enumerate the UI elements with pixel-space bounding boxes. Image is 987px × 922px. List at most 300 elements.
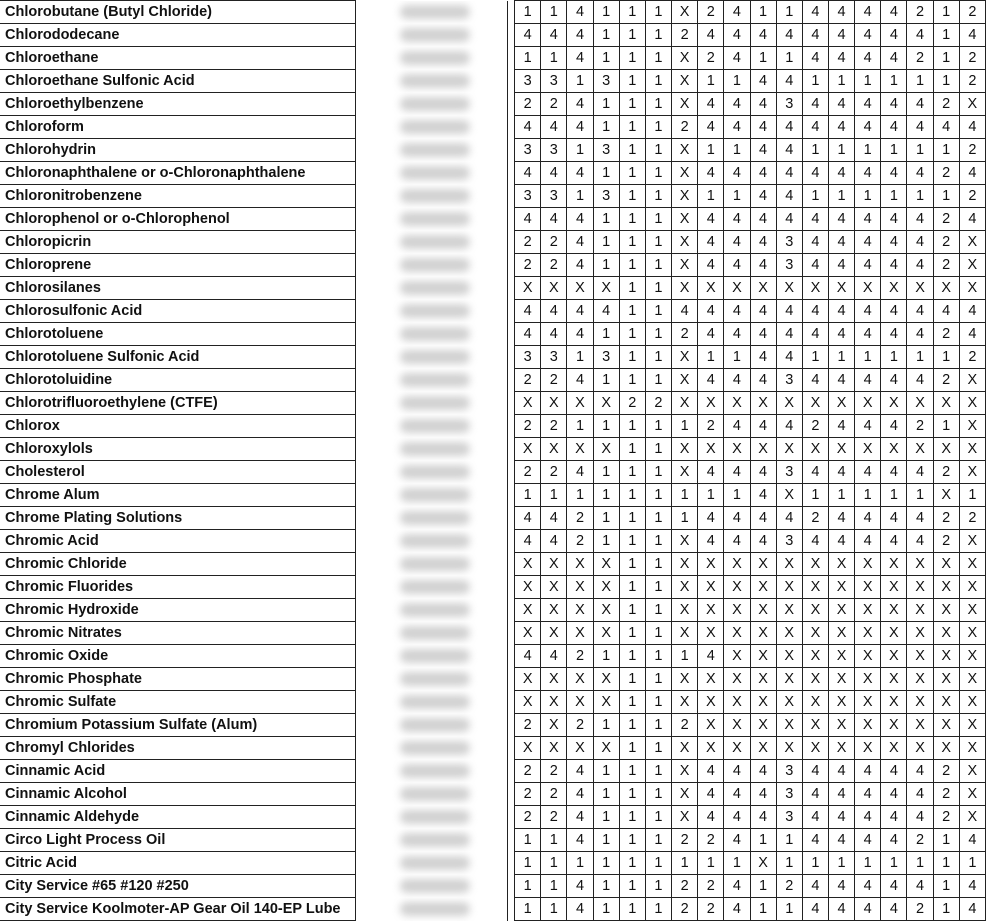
rating-cell: 2 — [672, 898, 698, 921]
rating-cell: X — [541, 668, 567, 691]
table-row — [0, 553, 986, 576]
rating-cell: 1 — [593, 760, 619, 783]
rating-cell: X — [776, 691, 802, 714]
rating-cell: 4 — [881, 231, 907, 254]
rating-cell: 1 — [959, 852, 985, 875]
rating-cell: 2 — [515, 93, 541, 116]
redacted-cell — [356, 714, 508, 737]
rating-cell: X — [881, 737, 907, 760]
rating-cell: 4 — [881, 93, 907, 116]
column-gap — [508, 576, 515, 599]
redacted-cell — [356, 208, 508, 231]
rating-cell: 1 — [802, 852, 828, 875]
rating-cell: X — [881, 277, 907, 300]
column-gap — [508, 346, 515, 369]
table-row — [0, 139, 986, 162]
chemical-name: Chromic Chloride — [0, 553, 356, 576]
rating-cell: X — [724, 277, 750, 300]
rating-cell: X — [959, 392, 985, 415]
rating-cell: 4 — [828, 162, 854, 185]
rating-cell: 2 — [515, 254, 541, 277]
rating-cell: 1 — [619, 783, 645, 806]
column-gap — [508, 645, 515, 668]
column-gap — [508, 829, 515, 852]
rating-cell: X — [515, 438, 541, 461]
rating-cell: 1 — [645, 668, 671, 691]
rating-cell: 1 — [855, 185, 881, 208]
rating-cell: 3 — [541, 346, 567, 369]
table-row — [0, 714, 986, 737]
rating-cell: 1 — [907, 185, 933, 208]
rating-cell: 1 — [645, 530, 671, 553]
rating-cell: 1 — [619, 461, 645, 484]
rating-cell: 1 — [619, 829, 645, 852]
rating-cell: 1 — [619, 70, 645, 93]
blurred-value — [400, 5, 470, 19]
rating-cell: 4 — [750, 530, 776, 553]
rating-cell: 1 — [541, 875, 567, 898]
rating-cell: X — [698, 691, 724, 714]
rating-cell: 3 — [593, 139, 619, 162]
rating-cell: 4 — [855, 875, 881, 898]
rating-cell: 4 — [855, 162, 881, 185]
rating-cell: 4 — [567, 829, 593, 852]
rating-cell: X — [828, 277, 854, 300]
rating-cell: 2 — [907, 47, 933, 70]
rating-cell: X — [750, 645, 776, 668]
chemical-name: Chromic Nitrates — [0, 622, 356, 645]
rating-cell: 2 — [698, 829, 724, 852]
rating-cell: 1 — [750, 829, 776, 852]
rating-cell: 3 — [593, 346, 619, 369]
rating-cell: 2 — [672, 875, 698, 898]
rating-cell: 1 — [881, 70, 907, 93]
blurred-value — [400, 810, 470, 824]
rating-cell: X — [855, 438, 881, 461]
rating-cell: 4 — [698, 300, 724, 323]
rating-cell: 2 — [672, 714, 698, 737]
redacted-cell — [356, 829, 508, 852]
rating-cell: X — [672, 139, 698, 162]
rating-cell: X — [724, 668, 750, 691]
rating-cell: 1 — [567, 346, 593, 369]
rating-cell: X — [933, 438, 959, 461]
chemical-name: Chloropicrin — [0, 231, 356, 254]
rating-cell: 4 — [750, 93, 776, 116]
column-gap — [508, 185, 515, 208]
column-gap — [508, 691, 515, 714]
rating-cell: 4 — [515, 162, 541, 185]
rating-cell: 2 — [959, 507, 985, 530]
chemical-name: Citric Acid — [0, 852, 356, 875]
table-row — [0, 415, 986, 438]
rating-cell: 4 — [698, 806, 724, 829]
rating-cell: 1 — [933, 1, 959, 24]
rating-cell: X — [933, 576, 959, 599]
rating-cell: 2 — [933, 783, 959, 806]
rating-cell: 1 — [698, 139, 724, 162]
rating-cell: 4 — [855, 829, 881, 852]
rating-cell: 4 — [933, 300, 959, 323]
rating-cell: 1 — [828, 346, 854, 369]
rating-cell: 1 — [645, 323, 671, 346]
rating-cell: 4 — [593, 300, 619, 323]
rating-cell: 4 — [802, 806, 828, 829]
redacted-cell — [356, 898, 508, 921]
rating-cell: 2 — [541, 93, 567, 116]
column-gap — [508, 415, 515, 438]
rating-cell: 1 — [541, 47, 567, 70]
rating-cell: X — [750, 438, 776, 461]
rating-cell: X — [567, 599, 593, 622]
table-row — [0, 162, 986, 185]
rating-cell: 1 — [593, 369, 619, 392]
blurred-value — [400, 189, 470, 203]
rating-cell: 1 — [619, 507, 645, 530]
rating-cell: 1 — [619, 484, 645, 507]
rating-cell: 4 — [828, 323, 854, 346]
redacted-cell — [356, 1, 508, 24]
rating-cell: X — [959, 737, 985, 760]
rating-cell: 1 — [515, 484, 541, 507]
column-gap — [508, 208, 515, 231]
rating-cell: 2 — [672, 323, 698, 346]
rating-cell: 2 — [933, 507, 959, 530]
rating-cell: 2 — [515, 760, 541, 783]
redacted-cell — [356, 162, 508, 185]
rating-cell: 4 — [828, 1, 854, 24]
rating-cell: 3 — [515, 185, 541, 208]
rating-cell: 4 — [881, 24, 907, 47]
rating-cell: 1 — [672, 415, 698, 438]
rating-cell: 4 — [802, 116, 828, 139]
chemical-name: Chrome Alum — [0, 484, 356, 507]
column-gap — [508, 116, 515, 139]
table-body — [0, 1, 986, 921]
rating-cell: 1 — [541, 1, 567, 24]
rating-cell: 4 — [881, 254, 907, 277]
rating-cell: X — [855, 737, 881, 760]
redacted-cell — [356, 300, 508, 323]
rating-cell: 4 — [959, 208, 985, 231]
rating-cell: 4 — [855, 323, 881, 346]
rating-cell: 2 — [933, 760, 959, 783]
rating-cell: 1 — [672, 852, 698, 875]
chemical-name: Chromyl Chlorides — [0, 737, 356, 760]
rating-cell: 1 — [619, 116, 645, 139]
rating-cell: X — [672, 70, 698, 93]
rating-cell: 4 — [959, 875, 985, 898]
rating-cell: X — [959, 599, 985, 622]
rating-cell: 1 — [619, 622, 645, 645]
chemical-name: Chromic Acid — [0, 530, 356, 553]
rating-cell: X — [802, 691, 828, 714]
rating-cell: 2 — [567, 530, 593, 553]
redacted-cell — [356, 645, 508, 668]
rating-cell: 4 — [855, 300, 881, 323]
rating-cell: 1 — [907, 852, 933, 875]
rating-cell: 1 — [776, 898, 802, 921]
rating-cell: 1 — [645, 898, 671, 921]
rating-cell: X — [541, 576, 567, 599]
rating-cell: 2 — [959, 139, 985, 162]
rating-cell: 1 — [593, 208, 619, 231]
chemical-name: Chlorophenol or o-Chlorophenol — [0, 208, 356, 231]
rating-cell: X — [907, 599, 933, 622]
rating-cell: 1 — [724, 139, 750, 162]
rating-cell: 4 — [567, 369, 593, 392]
rating-cell: 4 — [724, 47, 750, 70]
rating-cell: X — [750, 277, 776, 300]
rating-cell: 3 — [541, 139, 567, 162]
rating-cell: 1 — [619, 24, 645, 47]
rating-cell: 4 — [698, 208, 724, 231]
rating-cell: 4 — [750, 254, 776, 277]
rating-cell: X — [959, 438, 985, 461]
rating-cell: 4 — [855, 1, 881, 24]
rating-cell: 4 — [855, 24, 881, 47]
rating-cell: 4 — [724, 323, 750, 346]
rating-cell: 4 — [567, 300, 593, 323]
chemical-name: Cholesterol — [0, 461, 356, 484]
redacted-cell — [356, 346, 508, 369]
rating-cell: 4 — [881, 208, 907, 231]
chemical-name: Chlorododecane — [0, 24, 356, 47]
rating-cell: 1 — [515, 852, 541, 875]
rating-cell: X — [672, 93, 698, 116]
rating-cell: X — [672, 691, 698, 714]
rating-cell: X — [828, 737, 854, 760]
rating-cell: 4 — [828, 783, 854, 806]
rating-cell: 1 — [645, 1, 671, 24]
rating-cell: 1 — [619, 162, 645, 185]
table-row — [0, 875, 986, 898]
rating-cell: X — [541, 737, 567, 760]
table-row — [0, 576, 986, 599]
rating-cell: 4 — [567, 231, 593, 254]
rating-cell: 1 — [619, 530, 645, 553]
rating-cell: 4 — [907, 254, 933, 277]
chemical-name: Cinnamic Aldehyde — [0, 806, 356, 829]
chemical-name: Chromic Fluorides — [0, 576, 356, 599]
rating-cell: 2 — [645, 392, 671, 415]
column-gap — [508, 369, 515, 392]
rating-cell: 1 — [619, 300, 645, 323]
table-row — [0, 369, 986, 392]
redacted-cell — [356, 484, 508, 507]
rating-cell: X — [959, 760, 985, 783]
rating-cell: X — [672, 530, 698, 553]
column-gap — [508, 162, 515, 185]
blurred-value — [400, 856, 470, 870]
rating-cell: 1 — [645, 875, 671, 898]
rating-cell: X — [515, 392, 541, 415]
rating-cell: X — [881, 622, 907, 645]
rating-cell: 1 — [933, 898, 959, 921]
rating-cell: X — [933, 553, 959, 576]
rating-cell: 3 — [541, 70, 567, 93]
rating-cell: 4 — [724, 93, 750, 116]
rating-cell: 1 — [645, 277, 671, 300]
rating-cell: X — [672, 760, 698, 783]
rating-cell: X — [959, 668, 985, 691]
rating-cell: 3 — [515, 139, 541, 162]
rating-cell: X — [776, 553, 802, 576]
redacted-cell — [356, 116, 508, 139]
rating-cell: 1 — [645, 829, 671, 852]
rating-cell: 4 — [567, 254, 593, 277]
rating-cell: X — [672, 438, 698, 461]
rating-cell: 1 — [750, 47, 776, 70]
blurred-value — [400, 465, 470, 479]
rating-cell: X — [724, 691, 750, 714]
rating-cell: X — [855, 576, 881, 599]
rating-cell: 2 — [802, 415, 828, 438]
rating-cell: 1 — [593, 323, 619, 346]
column-gap — [508, 323, 515, 346]
rating-cell: 1 — [619, 852, 645, 875]
rating-cell: X — [881, 576, 907, 599]
rating-cell: X — [855, 277, 881, 300]
blurred-value — [400, 764, 470, 778]
rating-cell: 4 — [828, 208, 854, 231]
rating-cell: 4 — [907, 24, 933, 47]
rating-cell: X — [515, 553, 541, 576]
rating-cell: 1 — [645, 553, 671, 576]
rating-cell: X — [593, 668, 619, 691]
rating-cell: 4 — [776, 24, 802, 47]
rating-cell: 1 — [907, 484, 933, 507]
redacted-cell — [356, 507, 508, 530]
rating-cell: 1 — [750, 898, 776, 921]
rating-cell: 4 — [881, 461, 907, 484]
rating-cell: 1 — [593, 875, 619, 898]
rating-cell: 2 — [933, 93, 959, 116]
rating-cell: X — [855, 645, 881, 668]
rating-cell: X — [750, 737, 776, 760]
rating-cell: X — [593, 438, 619, 461]
rating-cell: 4 — [828, 369, 854, 392]
rating-cell: 1 — [645, 415, 671, 438]
rating-cell: 1 — [855, 70, 881, 93]
rating-cell: 2 — [541, 783, 567, 806]
rating-cell: 4 — [959, 300, 985, 323]
blurred-value — [400, 442, 470, 456]
rating-cell: 2 — [541, 254, 567, 277]
blurred-value — [400, 695, 470, 709]
rating-cell: X — [802, 392, 828, 415]
rating-cell: X — [776, 622, 802, 645]
rating-cell: X — [541, 277, 567, 300]
table-row — [0, 185, 986, 208]
chemical-name: Chloroprene — [0, 254, 356, 277]
column-gap — [508, 1, 515, 24]
rating-cell: X — [698, 553, 724, 576]
rating-cell: 4 — [855, 461, 881, 484]
rating-cell: 3 — [776, 461, 802, 484]
rating-cell: 4 — [750, 323, 776, 346]
rating-cell: 1 — [593, 829, 619, 852]
rating-cell: 4 — [776, 139, 802, 162]
rating-cell: 1 — [593, 24, 619, 47]
rating-cell: 1 — [907, 139, 933, 162]
rating-cell: 4 — [881, 162, 907, 185]
column-gap — [508, 70, 515, 93]
rating-cell: X — [776, 392, 802, 415]
blurred-value — [400, 488, 470, 502]
rating-cell: 1 — [933, 24, 959, 47]
rating-cell: X — [959, 806, 985, 829]
rating-cell: 2 — [698, 47, 724, 70]
rating-cell: X — [907, 576, 933, 599]
rating-cell: 1 — [645, 852, 671, 875]
rating-cell: X — [593, 599, 619, 622]
redacted-cell — [356, 553, 508, 576]
rating-cell: 4 — [567, 323, 593, 346]
rating-cell: 1 — [619, 93, 645, 116]
redacted-cell — [356, 668, 508, 691]
rating-cell: X — [593, 691, 619, 714]
rating-cell: 1 — [776, 852, 802, 875]
chemical-name: Chlorobutane (Butyl Chloride) — [0, 1, 356, 24]
rating-cell: 1 — [828, 484, 854, 507]
rating-cell: 1 — [593, 254, 619, 277]
rating-cell: X — [828, 599, 854, 622]
rating-cell: X — [933, 645, 959, 668]
rating-cell: X — [828, 645, 854, 668]
column-gap — [508, 24, 515, 47]
rating-cell: 4 — [907, 162, 933, 185]
rating-cell: 1 — [567, 139, 593, 162]
rating-cell: 3 — [515, 346, 541, 369]
rating-cell: 1 — [593, 806, 619, 829]
rating-cell: 1 — [645, 116, 671, 139]
rating-cell: 4 — [698, 323, 724, 346]
rating-cell: 2 — [959, 346, 985, 369]
rating-cell: X — [907, 714, 933, 737]
rating-cell: X — [855, 553, 881, 576]
rating-cell: 4 — [567, 898, 593, 921]
chemical-name: Circo Light Process Oil — [0, 829, 356, 852]
rating-cell: 4 — [698, 783, 724, 806]
rating-cell: 4 — [907, 806, 933, 829]
rating-cell: 2 — [959, 1, 985, 24]
rating-cell: X — [907, 438, 933, 461]
chemical-name: Chlorohydrin — [0, 139, 356, 162]
rating-cell: 4 — [802, 369, 828, 392]
rating-cell: 1 — [619, 208, 645, 231]
rating-cell: 1 — [593, 1, 619, 24]
rating-cell: X — [672, 576, 698, 599]
rating-cell: 2 — [933, 162, 959, 185]
rating-cell: 1 — [593, 415, 619, 438]
rating-cell: 1 — [593, 47, 619, 70]
redacted-cell — [356, 461, 508, 484]
rating-cell: X — [933, 668, 959, 691]
rating-cell: 4 — [802, 323, 828, 346]
rating-cell: 4 — [541, 24, 567, 47]
chemical-name: Chloroethane Sulfonic Acid — [0, 70, 356, 93]
rating-cell: X — [750, 392, 776, 415]
blurred-value — [400, 74, 470, 88]
rating-cell: 3 — [515, 70, 541, 93]
rating-cell: 3 — [776, 783, 802, 806]
rating-cell: 1 — [619, 737, 645, 760]
rating-cell: X — [907, 737, 933, 760]
blurred-value — [400, 511, 470, 525]
rating-cell: 2 — [698, 875, 724, 898]
table-row — [0, 277, 986, 300]
